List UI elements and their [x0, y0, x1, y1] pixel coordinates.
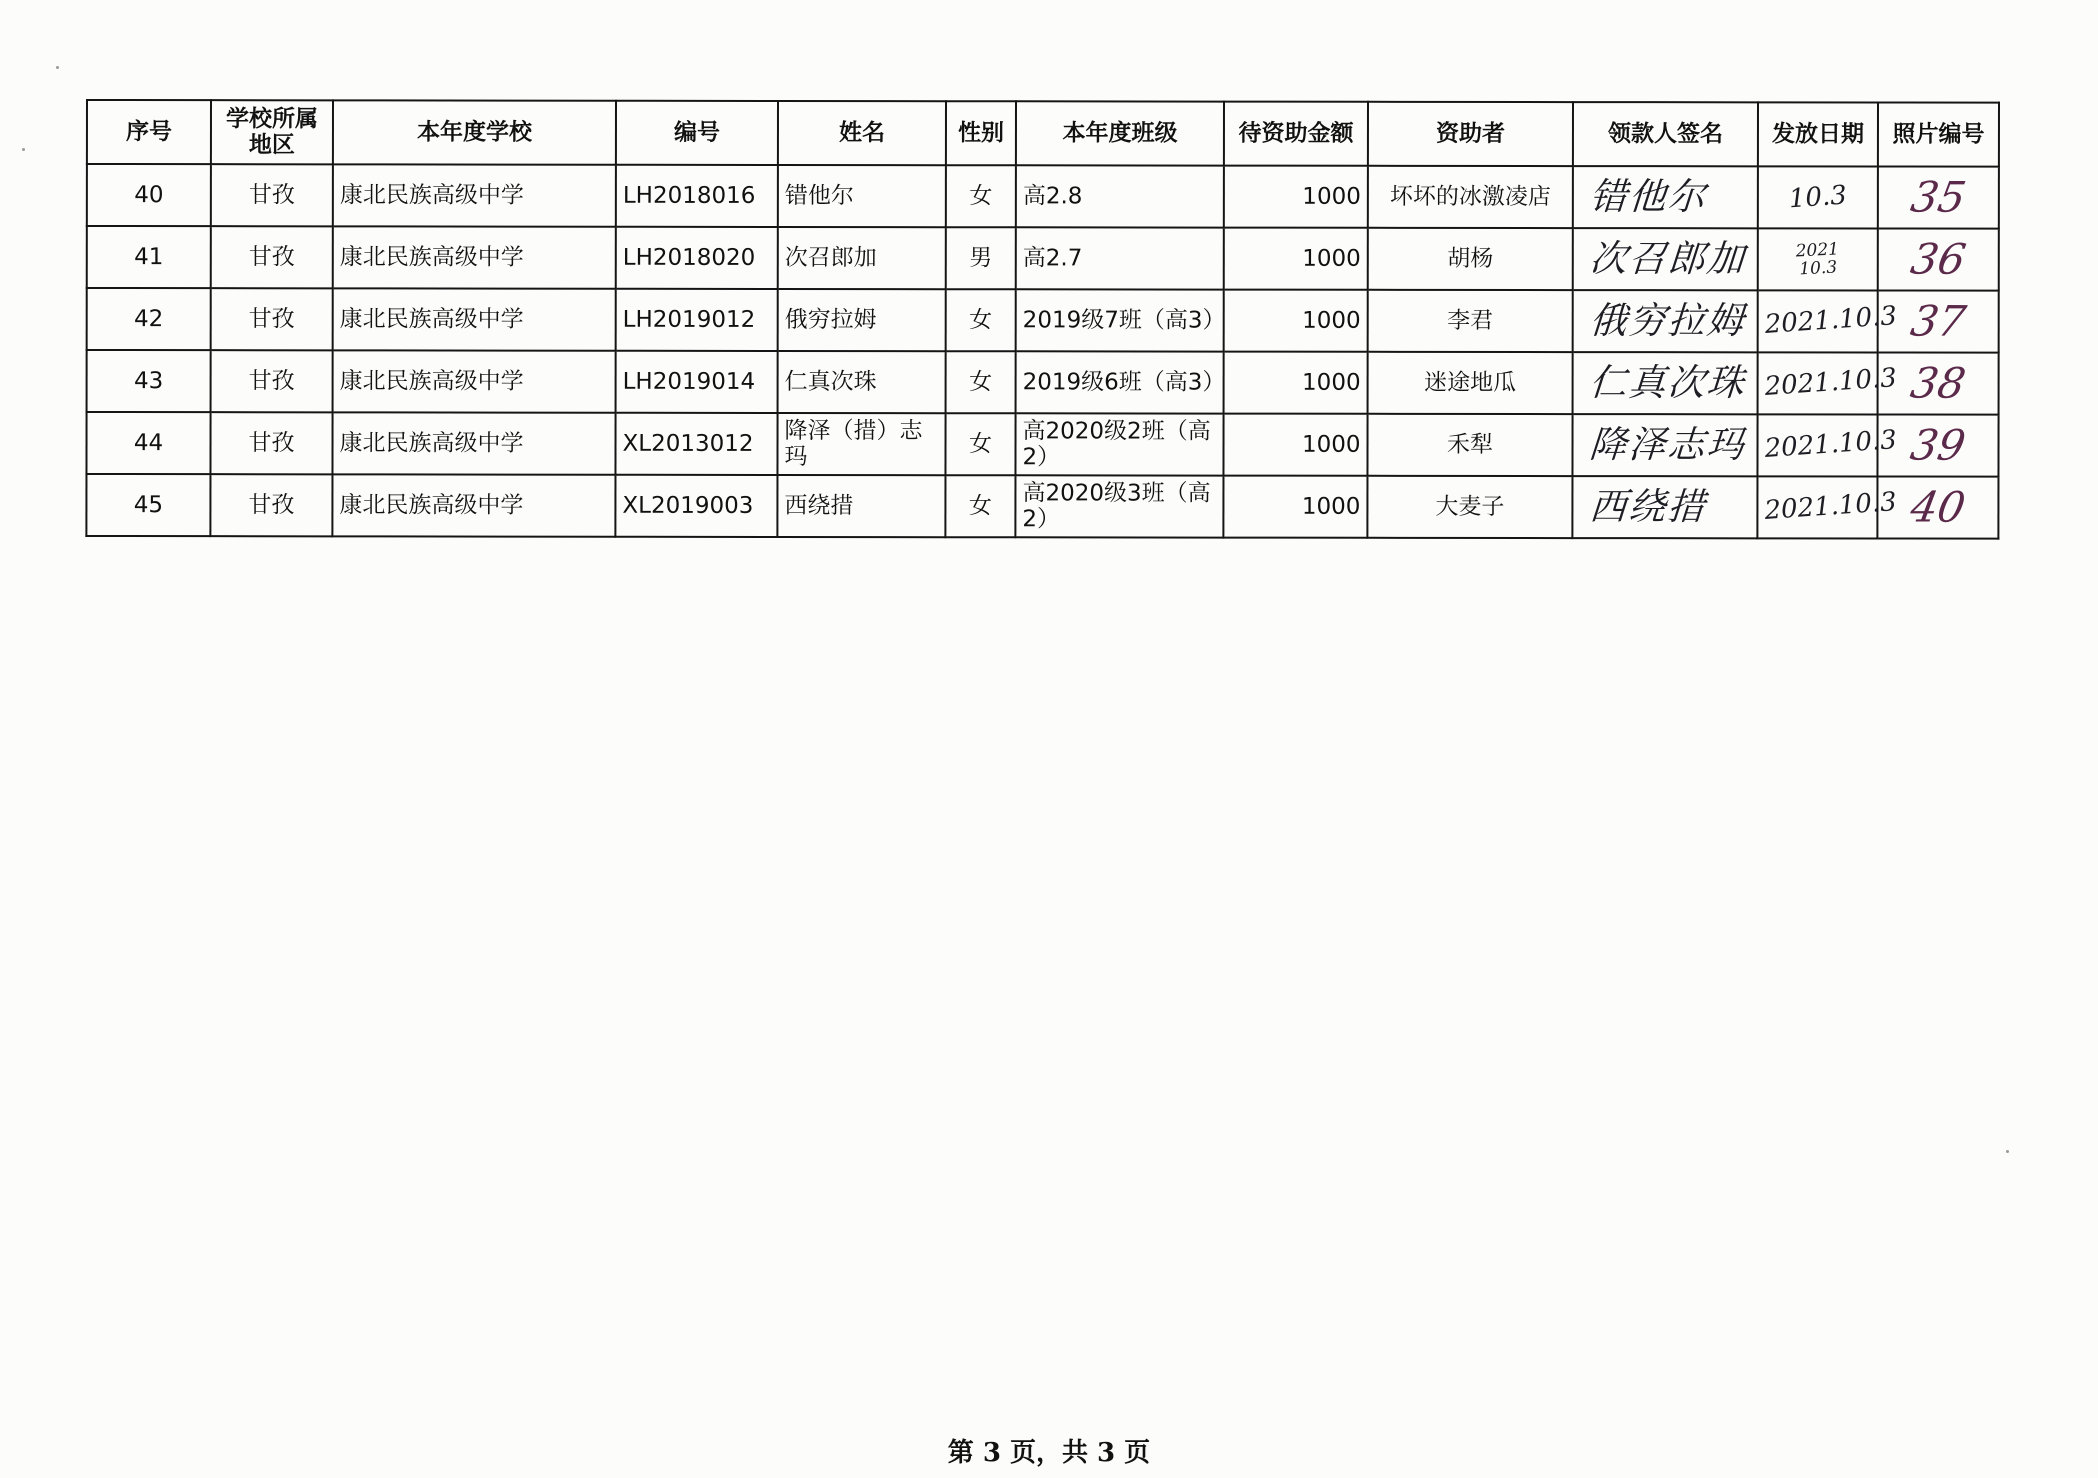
cell-name: 俄穷拉姆 [778, 289, 946, 351]
cell-region: 甘孜 [210, 412, 332, 474]
cell-gender: 女 [945, 475, 1015, 537]
cell-name: 仁真次珠 [778, 351, 946, 413]
cell-code: LH2019012 [616, 289, 778, 351]
cell-photo [1877, 477, 1998, 539]
table-row [86, 474, 1998, 539]
handwritten-date: 2021.10.3 [1763, 425, 1898, 465]
cell-gender: 女 [945, 413, 1015, 475]
cell-gender: 女 [946, 165, 1016, 227]
cell-date [1758, 228, 1878, 290]
cell-sponsor: 迷途地瓜 [1368, 352, 1573, 414]
cell-school: 康北民族高级中学 [332, 412, 615, 474]
header-signature: 领款人签名 [1573, 102, 1758, 166]
cell-amount: 1000 [1224, 352, 1368, 414]
cell-amount: 1000 [1224, 166, 1368, 228]
cell-region: 甘孜 [211, 164, 333, 226]
handwritten-photo-number: 36 [1907, 234, 1970, 284]
cell-gender: 男 [946, 227, 1016, 289]
cell-sponsor: 胡杨 [1368, 228, 1573, 290]
header-photo: 照片编号 [1878, 103, 1999, 167]
cell-date [1758, 166, 1878, 228]
cell-photo [1878, 291, 1999, 353]
cell-class: 高2020级2班（高2） [1015, 413, 1223, 475]
header-class: 本年度班级 [1016, 101, 1224, 165]
cell-code: LH2018020 [616, 227, 778, 289]
cell-code: XL2013012 [615, 413, 777, 475]
handwritten-date: 2021.10.3 [1763, 363, 1898, 403]
cell-date [1758, 290, 1898, 352]
cell-school: 康北民族高级中学 [333, 350, 616, 412]
cell-seq: 41 [87, 226, 211, 288]
cell-seq: 40 [87, 164, 211, 226]
cell-photo [1878, 353, 1999, 415]
cell-class: 高2.7 [1016, 227, 1224, 289]
cell-class: 2019级6班（高3） [1016, 351, 1224, 413]
cell-code: XL2019003 [615, 475, 777, 537]
cell-school: 康北民族高级中学 [333, 164, 616, 226]
header-row [87, 100, 1999, 167]
cell-class: 2019级7班（高3） [1016, 289, 1224, 351]
header-amount: 待资助金额 [1224, 102, 1368, 166]
cell-amount: 1000 [1224, 228, 1368, 290]
handwritten-date: 2021.10.3 [1763, 301, 1898, 341]
header-sponsor: 资助者 [1368, 102, 1573, 166]
scan-speck [22, 148, 25, 151]
handwritten-date: 10.3 [1787, 180, 1848, 215]
table-row [86, 412, 1998, 477]
cell-amount: 1000 [1224, 290, 1368, 352]
cell-sponsor: 李君 [1368, 290, 1573, 352]
handwritten-photo-number: 39 [1907, 420, 1970, 470]
scan-speck [2006, 1150, 2009, 1153]
header-gender: 性别 [946, 101, 1016, 165]
cell-name: 西绕措 [777, 475, 945, 537]
cell-seq: 45 [86, 474, 210, 536]
table-row [87, 288, 1999, 353]
cell-signature [1572, 414, 1757, 476]
cell-school: 康北民族高级中学 [332, 474, 615, 536]
table-row [87, 226, 1999, 291]
cell-seq: 43 [87, 350, 211, 412]
cell-sponsor: 大麦子 [1367, 476, 1572, 538]
handwritten-photo-number: 37 [1907, 296, 1970, 346]
cell-seq: 42 [87, 288, 211, 350]
handwritten-photo-number: 35 [1907, 172, 1970, 222]
cell-class: 高2.8 [1016, 165, 1224, 227]
cell-code: LH2019014 [616, 351, 778, 413]
cell-signature [1573, 352, 1758, 414]
handwritten-photo-number: 38 [1907, 358, 1970, 408]
cell-school: 康北民族高级中学 [333, 226, 616, 288]
header-region: 学校所属 地区 [211, 100, 333, 164]
cell-sponsor: 禾犁 [1367, 414, 1572, 476]
handwritten-signature: 仁真次珠 [1588, 361, 1748, 405]
cell-region: 甘孜 [211, 226, 333, 288]
cell-signature [1572, 476, 1757, 538]
cell-photo [1878, 229, 1999, 291]
cell-region: 甘孜 [211, 350, 333, 412]
cell-name: 次召郎加 [778, 227, 946, 289]
cell-signature [1573, 290, 1758, 352]
cell-gender: 女 [946, 289, 1016, 351]
handwritten-date: 2021.10.3 [1763, 487, 1898, 527]
cell-seq: 44 [86, 412, 210, 474]
cell-amount: 1000 [1223, 476, 1367, 538]
cell-photo [1878, 167, 1999, 229]
cell-region: 甘孜 [210, 474, 332, 536]
cell-date [1758, 352, 1898, 414]
header-seq: 序号 [87, 100, 211, 164]
handwritten-signature: 降泽志玛 [1588, 423, 1748, 467]
cell-region: 甘孜 [211, 288, 333, 350]
header-date: 发放日期 [1758, 102, 1878, 166]
table-row [87, 350, 1999, 415]
table-row [87, 164, 1999, 229]
cell-code: LH2018016 [616, 165, 778, 227]
cell-date [1757, 476, 1898, 538]
handwritten-signature: 俄穷拉姆 [1588, 299, 1748, 343]
handwritten-signature: 错他尔 [1588, 175, 1709, 219]
handwritten-photo-number: 40 [1906, 482, 1970, 532]
cell-signature [1573, 228, 1758, 290]
handwritten-signature: 西绕措 [1587, 485, 1709, 529]
handwritten-signature: 次召郎加 [1588, 237, 1748, 281]
cell-name: 错他尔 [778, 165, 946, 227]
cell-class: 高2020级3班（高2） [1015, 475, 1223, 537]
handwritten-date: 2021 10.3 [1795, 239, 1840, 280]
cell-amount: 1000 [1223, 414, 1367, 476]
header-code: 编号 [616, 101, 778, 165]
cell-photo [1877, 415, 1998, 477]
cell-school: 康北民族高级中学 [333, 288, 616, 350]
scan-speck [56, 66, 59, 69]
cell-date [1757, 414, 1898, 476]
cell-signature [1573, 166, 1758, 228]
page-footer: 第 3 页，共 3 页 [947, 1438, 1151, 1468]
cell-name: 降泽（措）志玛 [777, 413, 945, 475]
cell-gender: 女 [946, 351, 1016, 413]
header-name: 姓名 [778, 101, 946, 165]
aid-recipients-table [85, 99, 2000, 540]
cell-sponsor: 坏坏的冰激凌店 [1368, 166, 1573, 228]
header-school: 本年度学校 [333, 100, 616, 164]
